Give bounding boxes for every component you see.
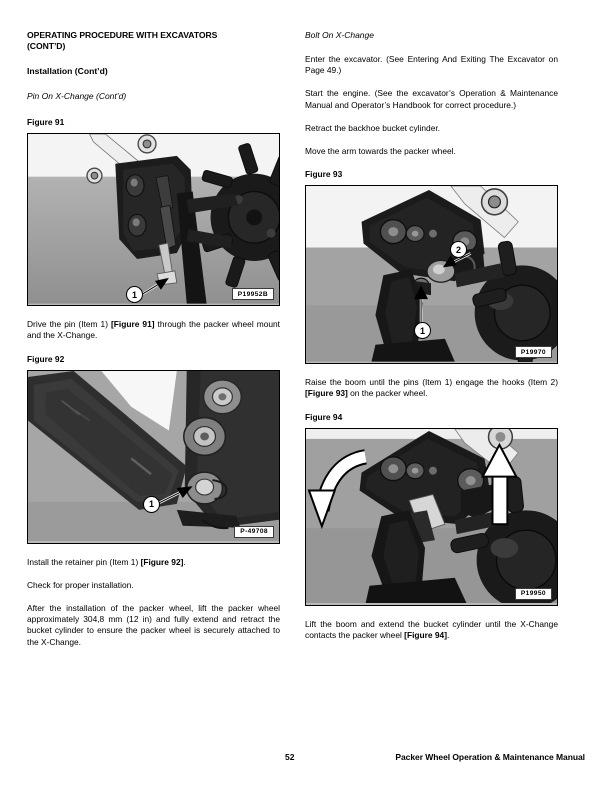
paragraph-lift-boom (305, 619, 558, 641)
paragraph-drive-pin (27, 319, 280, 341)
right-column (305, 30, 558, 641)
figure-94-image-id: P19950 (515, 588, 552, 600)
figure-91-callout-1: 1 (126, 286, 143, 303)
figure-91-reference: [Figure 91] (111, 319, 155, 330)
figure-91-caption: Figure 91 (27, 117, 65, 128)
figure-91-image-id: P19952B (232, 288, 274, 300)
paragraph-retract-cylinder: Retract the backhoe bucket cylinder. (305, 122, 441, 133)
paragraph-move-arm: Move the arm towards the packer wheel. (305, 146, 456, 157)
figure-93-photo (306, 186, 557, 362)
figure-93-reference: [Figure 93] (305, 388, 348, 399)
figure-94-reference: [Figure 94] (404, 629, 447, 640)
figure-94-caption: Figure 94 (305, 411, 343, 422)
figure-93-callout-1: 1 (414, 322, 431, 339)
figure-92-callout-1: 1 (143, 496, 160, 513)
text-part-2: . (183, 556, 186, 567)
figure-93-callout-2: 2 (450, 241, 467, 258)
text-part-2: on the packer wheel. (347, 388, 428, 399)
section-heading-installation: Installation (Cont’d) (27, 66, 108, 77)
paragraph-check-installation: Check for proper installation. (27, 579, 134, 590)
figure-93-image-id: P19970 (515, 346, 552, 358)
figure-93 (305, 185, 558, 364)
figure-92-image-id: P-49708 (234, 526, 274, 538)
figure-92-caption: Figure 92 (27, 353, 65, 364)
left-column (27, 30, 280, 648)
page-number: 52 (285, 752, 295, 762)
text-part-2: through the packer wheel mount and the X-Change. (27, 319, 280, 341)
paragraph-install-retainer-pin (27, 557, 280, 568)
paragraph-enter-excavator: Enter the excavator. (See Entering And Exiting The Excavator on Page 49.) (305, 54, 558, 76)
figure-91 (27, 133, 280, 306)
paragraph-raise-boom (305, 377, 558, 399)
figure-94-photo (306, 429, 557, 604)
paragraph-start-engine: Start the engine. (See the excavator’s Operation & Maintenance Manual and Operator’s Handbook for correct procedure.) (305, 88, 558, 110)
chapter-heading (27, 30, 280, 51)
page-footer (27, 752, 585, 766)
text-part-1: Raise the boom until the pins (Item 1) engage the hooks (Item 2) (305, 377, 558, 388)
figure-92-photo (28, 371, 279, 542)
figure-93-caption: Figure 93 (305, 169, 343, 180)
text-part-1: Lift the boom and extend the bucket cylinder until the X-Change contacts the packer wheel (305, 618, 558, 640)
text-part-1: Drive the pin (Item 1) (27, 319, 112, 330)
chapter-heading-line2: (CONT’D) (27, 40, 66, 51)
manual-title: Packer Wheel Operation & Maintenance Manual (395, 752, 585, 762)
text-part-2: . (446, 629, 450, 640)
chapter-heading-line1: OPERATING PROCEDURE WITH EXCAVATORS (27, 30, 218, 40)
figure-92 (27, 370, 280, 544)
paragraph-after-installation: After the installation of the packer wheel, lift the packer wheel approximately 304,8 mm (12 in) and fully extend and retract the bucket cylinder to ensure the packer wheel is securely attached to the X-Change. (27, 603, 280, 647)
subsection-heading-pin-on-x-change: Pin On X-Change (Cont’d) (27, 91, 127, 102)
figure-94 (305, 428, 558, 606)
figure-91-photo (28, 134, 279, 304)
figure-92-reference: [Figure 92] (140, 556, 184, 567)
text-part-1: Install the retainer pin (Item 1) (27, 556, 141, 567)
subsection-heading-bolt-on-x-change: Bolt On X-Change (305, 30, 374, 40)
